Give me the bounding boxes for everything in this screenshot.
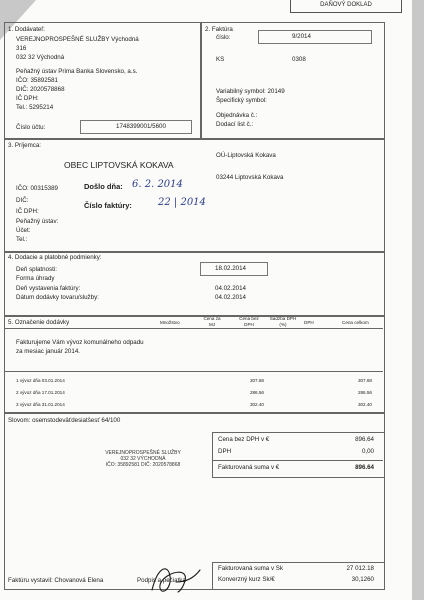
buyer-city: 03244 Liptovská Kokava — [216, 174, 284, 181]
description-line-2: za mesiac január 2014. — [16, 348, 80, 355]
items-section-label: 5. Označenie dodávky — [8, 319, 70, 326]
supplier-tel: Tel.: 5295214 — [16, 104, 54, 111]
totals-divider — [212, 460, 383, 461]
net-total-label: Cena bez DPH v € — [218, 436, 270, 443]
page-margin — [412, 0, 424, 600]
buyer-office: OÚ-Liptovská Kokava — [216, 152, 276, 159]
item-row-3-total: 302.40 — [357, 402, 372, 407]
item-row-divider — [4, 371, 383, 372]
received-invoice-number-label: Číslo faktúry: — [84, 201, 132, 210]
buyer-section-label: 3. Príjemca: — [8, 142, 42, 149]
supply-date-value: 04.02.2014 — [215, 294, 246, 301]
item-row-2-total: 286.56 — [357, 390, 372, 395]
vat-total-value: 0,00 — [361, 448, 374, 455]
amount-in-words: Slovom: osemstodeväťdesiatšesť 64/100 — [8, 417, 121, 424]
column-unit-price: Cena za MJ — [203, 316, 221, 327]
invoice-total-label: Fakturovaná suma v € — [218, 464, 280, 471]
stamp-line-2: 032 32 VÝCHODNÁ — [120, 456, 166, 462]
stamp-line-1: VEREJNOPROSPEŠNÉ SLUŽBY — [105, 450, 181, 456]
account-label: Číslo účtu: — [16, 124, 46, 131]
column-vat-rate: Sadzba DPH (%) — [269, 316, 297, 327]
delivery-note-label: Dodací list č.: — [216, 121, 254, 128]
item-row-1-total: 307.68 — [357, 378, 372, 383]
supplier-bank: Peňažný ústav Prima Banka Slovensko, a.s. — [16, 68, 138, 75]
item-row-2-label: 2 vývoz dňa 17.01.2014 — [16, 390, 65, 395]
supplier-city: 032 32 Východná — [16, 54, 65, 61]
description-line-1: Fakturujeme Vám vývoz komunálneho odpadu — [16, 339, 144, 346]
buyer-ico: IČO: 00315389 — [16, 185, 58, 192]
due-date-label: Deň splatnosti: — [16, 266, 57, 273]
supply-date-label: Dátum dodávky tovaru/služby: — [16, 294, 99, 301]
buyer-ic-dph: IČ DPH: — [16, 208, 39, 215]
column-net: Cena bez DPH — [239, 316, 259, 327]
signature-label: Podpis a pečiatka — [137, 577, 186, 584]
variable-symbol: Variabilný symbol: 20149 — [216, 88, 285, 95]
net-total-value: 896.64 — [355, 436, 374, 443]
received-date-label: Došlo dňa: — [84, 182, 123, 191]
buyer-section — [4, 138, 385, 253]
terms-section-label: 4. Dodacie a platobné podmienky: — [8, 254, 102, 261]
issue-date-value: 04.02.2014 — [215, 285, 246, 292]
buyer-dic: DIČ: — [16, 197, 29, 204]
received-invoice-number-value: 22 | 2014 — [158, 197, 206, 208]
buyer-tel: Tel.: — [16, 236, 28, 243]
company-stamp — [98, 450, 188, 468]
column-vat: DPH — [304, 320, 314, 325]
items-header-divider — [4, 328, 383, 329]
conversion-rate-value: 30,1260 — [351, 576, 374, 583]
buyer-account: Účet: — [16, 227, 31, 234]
stamp-line-3: IČO: 35892581 DIČ: 2020578868 — [105, 462, 181, 468]
item-row-2-net: 286.56 — [249, 390, 264, 395]
invoice-number-label: číslo: — [216, 34, 231, 41]
issue-date-label: Deň vystavenia faktúry: — [16, 285, 81, 292]
buyer-name: OBEC LIPTOVSKÁ KOKAVA — [64, 160, 174, 170]
supplier-dic: DIČ: 2020578868 — [16, 86, 65, 93]
specific-symbol: Špecifický symbol: — [216, 97, 267, 104]
supplier-section-label: 1. Dodávateľ: — [8, 26, 45, 33]
due-date-value: 18.02.2014 — [215, 265, 246, 272]
invoice-total-value: 896.64 — [355, 464, 374, 471]
vat-total-label: DPH — [218, 448, 232, 455]
item-row-1-label: 1 vývoz dňa 03.01.2014 — [16, 378, 65, 383]
sk-total-value: 27 012.18 — [346, 565, 374, 572]
ks-value: 0308 — [292, 56, 306, 63]
invoice-number-value: 9/2014 — [292, 33, 311, 40]
conversion-rate-label: Konverzný kurz Sk/€ — [218, 576, 275, 583]
items-section — [4, 315, 385, 414]
ks-label: KS — [216, 56, 225, 63]
order-label: Objednávka č.: — [216, 112, 258, 119]
sk-total-label: Fakturovaná suma v Sk — [218, 565, 283, 572]
item-row-3-label: 3 vývoz dňa 31.01.2014 — [16, 402, 65, 407]
item-row-3-net: 302.40 — [249, 402, 264, 407]
column-total: Cena celkom — [342, 320, 369, 325]
supplier-name: VEREJNOPROSPEŠNÉ SLUŽBY Východná — [16, 36, 139, 43]
invoice-number-box — [258, 30, 372, 44]
document-title: DAŇOVÝ DOKLAD — [290, 0, 402, 13]
supplier-street: 316 — [16, 45, 27, 52]
received-date-value: 6. 2. 2014 — [132, 179, 183, 190]
item-row-1-net: 307.68 — [249, 378, 264, 383]
supplier-ic-dph: IČ DPH: — [16, 95, 39, 102]
account-value: 1748399001/5600 — [116, 123, 166, 130]
invoice-section-label: 2. Faktúra — [205, 26, 233, 33]
supplier-ico: IČO: 35892581 — [16, 77, 58, 84]
payment-form-label: Forma úhrady — [16, 275, 55, 282]
issued-by: Faktúru vystavil: Chovanová Elena — [8, 577, 104, 584]
column-quantity: Množstvo — [160, 320, 180, 325]
buyer-bank: Peňažný ústav: — [16, 218, 59, 225]
